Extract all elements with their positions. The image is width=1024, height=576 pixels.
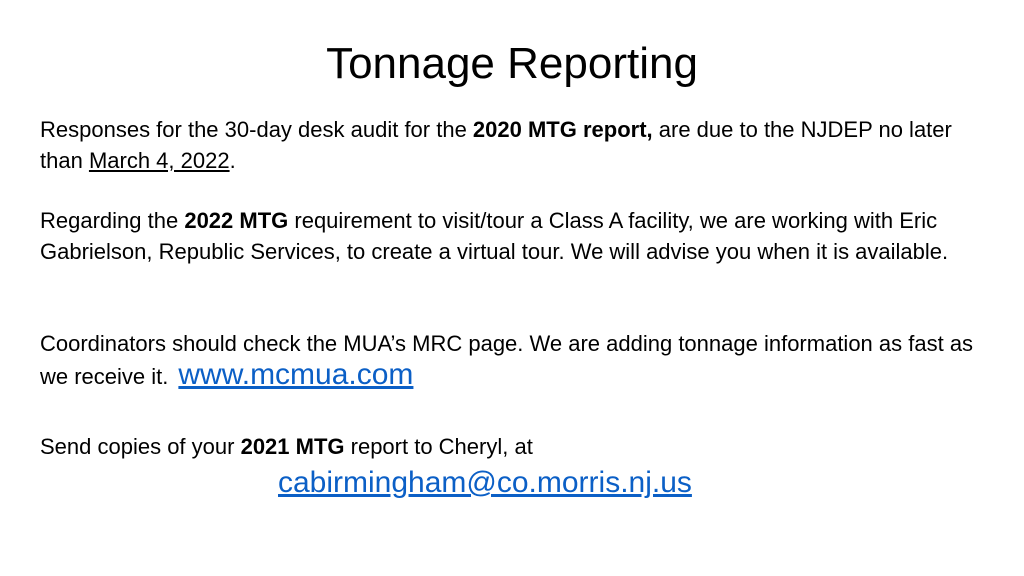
paragraph-mrc-page (40, 328, 990, 392)
website-link[interactable]: www.mcmua.com (178, 358, 414, 391)
text-segment: Send copies of your (40, 434, 241, 459)
text-segment: requirement to visit/tour a Class A facility, we are working with Eric Gabrielson, Republic Services, to create a virtual tour. We will advise you when it is available. (40, 208, 949, 264)
report-name-2020: 2020 MTG report, (472, 117, 653, 142)
due-date: March 4, 2022 (88, 148, 230, 173)
report-name-2022: 2022 MTG (184, 208, 289, 233)
text-segment: . (229, 148, 236, 173)
text-segment: Coordinators should check the MUA’s MRC page. We are adding tonnage information as fast as we receive it. (40, 331, 974, 389)
text-segment: Regarding the (40, 208, 185, 233)
text-segment: Responses for the 30-day desk audit for the (40, 117, 473, 142)
text-segment: are due to the NJDEP no later than (40, 117, 952, 173)
paragraph-desk-audit (40, 114, 990, 176)
report-name-2021: 2021 MTG (240, 434, 345, 459)
email-line (278, 464, 692, 507)
paragraph-virtual-tour (40, 205, 990, 267)
paragraph-send-copies (40, 431, 990, 462)
slide-title: Tonnage Reporting (326, 39, 698, 88)
email-link[interactable]: cabirmingham@co.morris.nj.us (278, 466, 692, 499)
text-segment: report to Cheryl, at (344, 434, 533, 459)
